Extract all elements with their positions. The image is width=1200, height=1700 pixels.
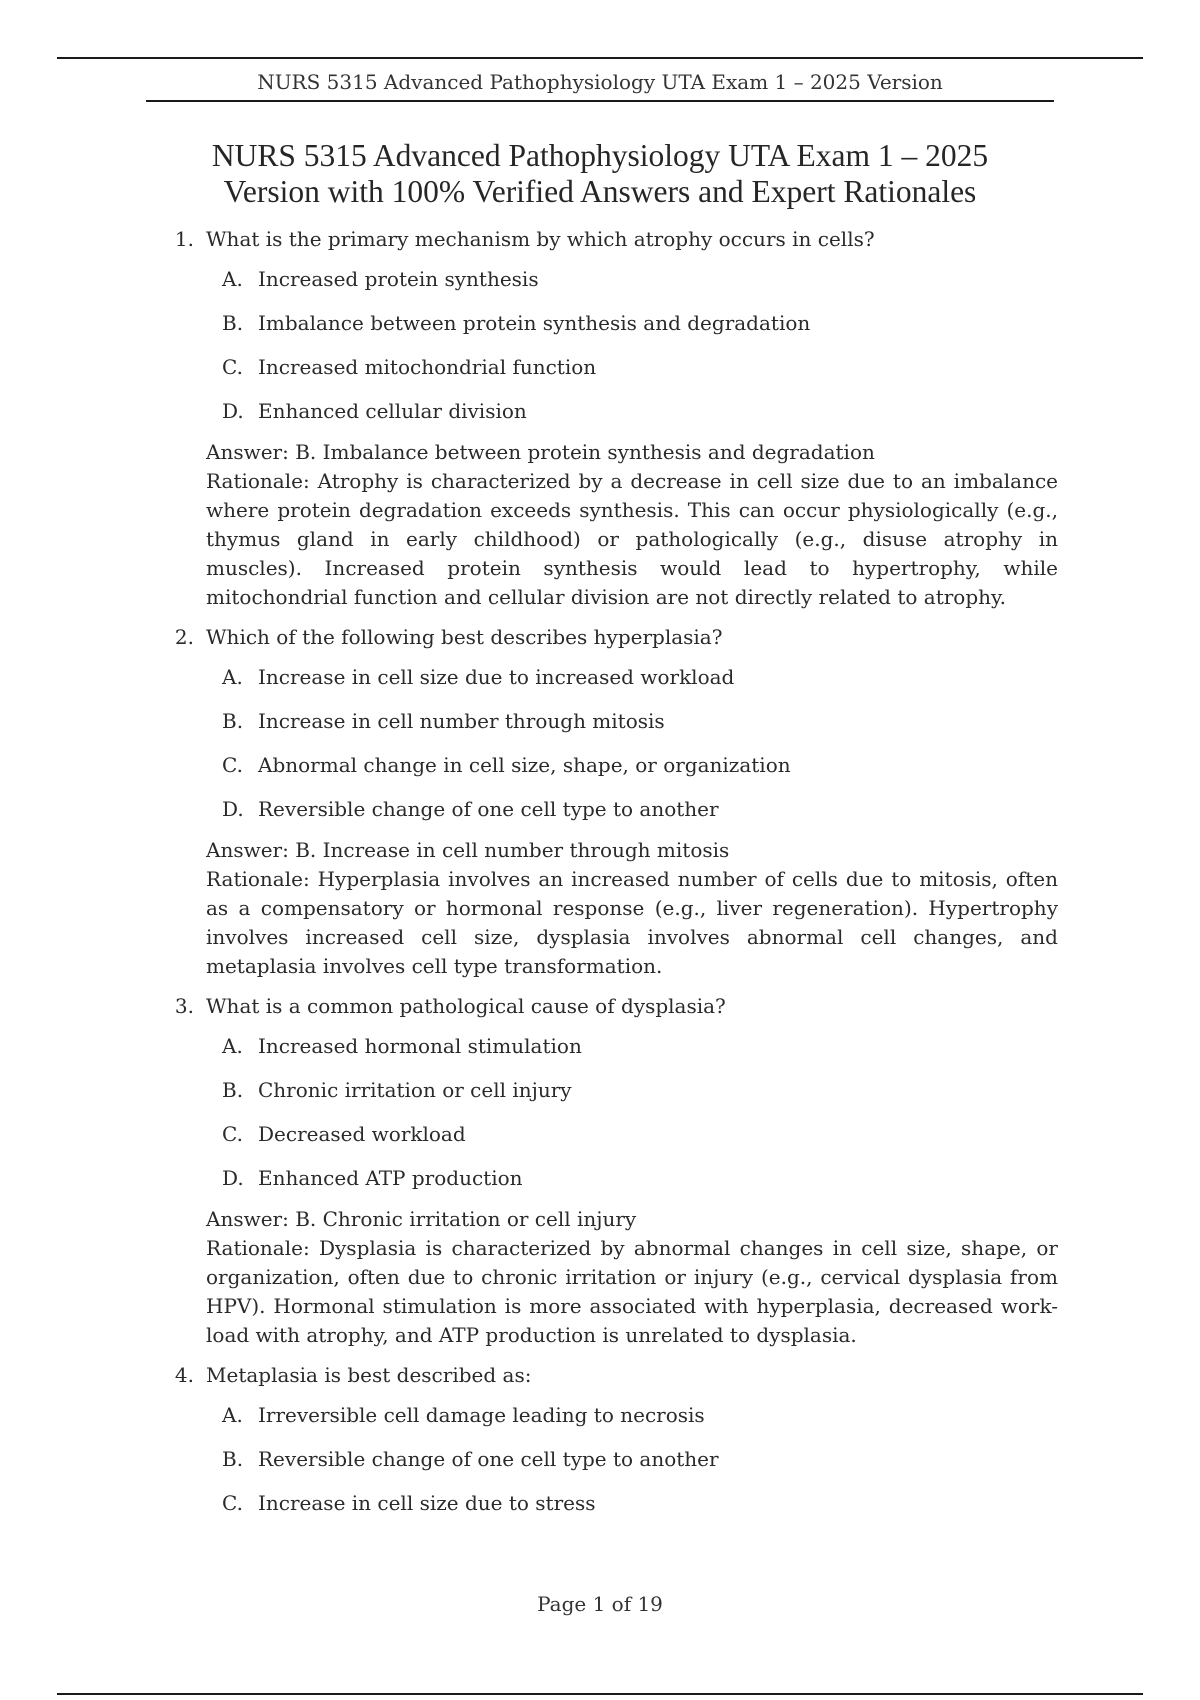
option-letter: B. xyxy=(222,1078,244,1102)
option-text: Enhanced cellular division xyxy=(258,399,527,423)
option-letter: D. xyxy=(222,399,244,423)
option-c xyxy=(222,752,1058,778)
option-letter: C. xyxy=(222,1122,243,1146)
question-text: Which of the following best describes hyperplasia? xyxy=(206,625,723,649)
option-c xyxy=(222,1121,1058,1147)
question-number: 2. xyxy=(174,625,194,649)
option-b xyxy=(222,708,1058,734)
question-number: 4. xyxy=(174,1363,194,1387)
option-list xyxy=(170,664,1058,822)
option-text: Increased mitochondrial function xyxy=(258,355,597,379)
running-header: NURS 5315 Advanced Pathophysiology UTA Exam 1 – 2025 Version xyxy=(257,70,943,94)
option-a xyxy=(222,1033,1058,1059)
option-letter: A. xyxy=(222,267,243,291)
title-line-2: Version with 100% Verified Answers and Expert Rationales xyxy=(223,174,977,209)
option-letter: D. xyxy=(222,1166,244,1190)
option-text: Decreased workload xyxy=(258,1122,466,1146)
rationale-text: Rationale: Hyperplasia involves an increased number of cells due to mitosis, often as a compensatory or hormonal response (e.g., liver regeneration). Hypertrophy involves increased cell size, dysplasia involves abnormal cell changes, and metaplasia involves cell type transformation. xyxy=(206,867,1058,978)
question-stem xyxy=(170,226,1058,252)
option-text: Increased hormonal stimulation xyxy=(258,1034,582,1058)
option-b xyxy=(222,1446,1058,1472)
option-text: Reversible change of one cell type to another xyxy=(258,797,719,821)
option-text: Increase in cell size due to stress xyxy=(258,1491,596,1515)
rationale-text: Rationale: Atrophy is characterized by a decrease in cell size due to an imbalance where protein degradation exceeds synthesis. This can occur physiologically (e.g., thymus gland in early childhood) or pathologically (e.g., disuse atrophy in muscles). Increased protein synthesis would lead to hypertrophy, while mitochondrial function and cellular division are not directly related to atrophy. xyxy=(206,469,1058,609)
top-rule xyxy=(57,57,1143,59)
question-stem xyxy=(170,624,1058,650)
option-letter: C. xyxy=(222,1491,243,1515)
option-a xyxy=(222,664,1058,690)
option-text: Reversible change of one cell type to another xyxy=(258,1447,719,1471)
question-text: What is a common pathological cause of dysplasia? xyxy=(206,994,726,1018)
option-letter: A. xyxy=(222,1403,243,1427)
option-letter: B. xyxy=(222,709,244,733)
option-d xyxy=(222,796,1058,822)
question-2 xyxy=(170,624,1058,993)
page-number: Page 1 of 19 xyxy=(537,1592,663,1616)
question-4 xyxy=(170,1362,1058,1516)
question-number: 1. xyxy=(174,227,194,251)
option-d xyxy=(222,1165,1058,1191)
option-a xyxy=(222,266,1058,292)
option-b xyxy=(222,1077,1058,1103)
option-a xyxy=(222,1402,1058,1428)
option-letter: C. xyxy=(222,753,243,777)
question-list xyxy=(170,226,1058,1534)
option-c xyxy=(222,354,1058,380)
option-text: Enhanced ATP production xyxy=(258,1166,523,1190)
question-3 xyxy=(170,993,1058,1362)
question-text: What is the primary mechanism by which atrophy occurs in cells? xyxy=(206,227,875,251)
option-letter: B. xyxy=(222,311,244,335)
option-text: Abnormal change in cell size, shape, or organization xyxy=(258,753,791,777)
option-letter: C. xyxy=(222,355,243,379)
question-1 xyxy=(170,226,1058,624)
option-letter: A. xyxy=(222,1034,243,1058)
answer-line: Answer: B. Increase in cell number through mitosis xyxy=(206,838,730,862)
title-line-1: NURS 5315 Advanced Pathophysiology UTA Exam 1 – 2025 xyxy=(211,138,989,173)
option-letter: B. xyxy=(222,1447,244,1471)
question-stem xyxy=(170,1362,1058,1388)
option-b xyxy=(222,310,1058,336)
question-stem xyxy=(170,993,1058,1019)
option-list xyxy=(170,1033,1058,1191)
option-text: Increased protein synthesis xyxy=(258,267,539,291)
option-c xyxy=(222,1490,1058,1516)
rationale-text: Rationale: Dysplasia is characterized by abnormal changes in cell size, shape, or organization, often due to chronic irritation or injury (e.g., cervical dysplasia from HPV). Hormonal stimulation is more associated with hyperplasia, decreased work-load with atrophy, and ATP production is unrelated to dysplasia. xyxy=(206,1236,1058,1347)
option-text: Irreversible cell damage leading to necrosis xyxy=(258,1403,705,1427)
option-list xyxy=(170,266,1058,424)
document-title xyxy=(150,138,1050,210)
header-rule xyxy=(146,100,1054,102)
answer-line: Answer: B. Chronic irritation or cell injury xyxy=(206,1207,637,1231)
option-text: Increase in cell number through mitosis xyxy=(258,709,665,733)
option-text: Imbalance between protein synthesis and degradation xyxy=(258,311,811,335)
question-text: Metaplasia is best described as: xyxy=(206,1363,532,1387)
option-list xyxy=(170,1402,1058,1516)
bottom-rule xyxy=(57,1693,1143,1695)
question-number: 3. xyxy=(174,994,194,1018)
option-text: Chronic irritation or cell injury xyxy=(258,1078,572,1102)
option-d xyxy=(222,398,1058,424)
option-text: Increase in cell size due to increased workload xyxy=(258,665,735,689)
answer-line: Answer: B. Imbalance between protein synthesis and degradation xyxy=(206,440,875,464)
option-letter: D. xyxy=(222,797,244,821)
option-letter: A. xyxy=(222,665,243,689)
